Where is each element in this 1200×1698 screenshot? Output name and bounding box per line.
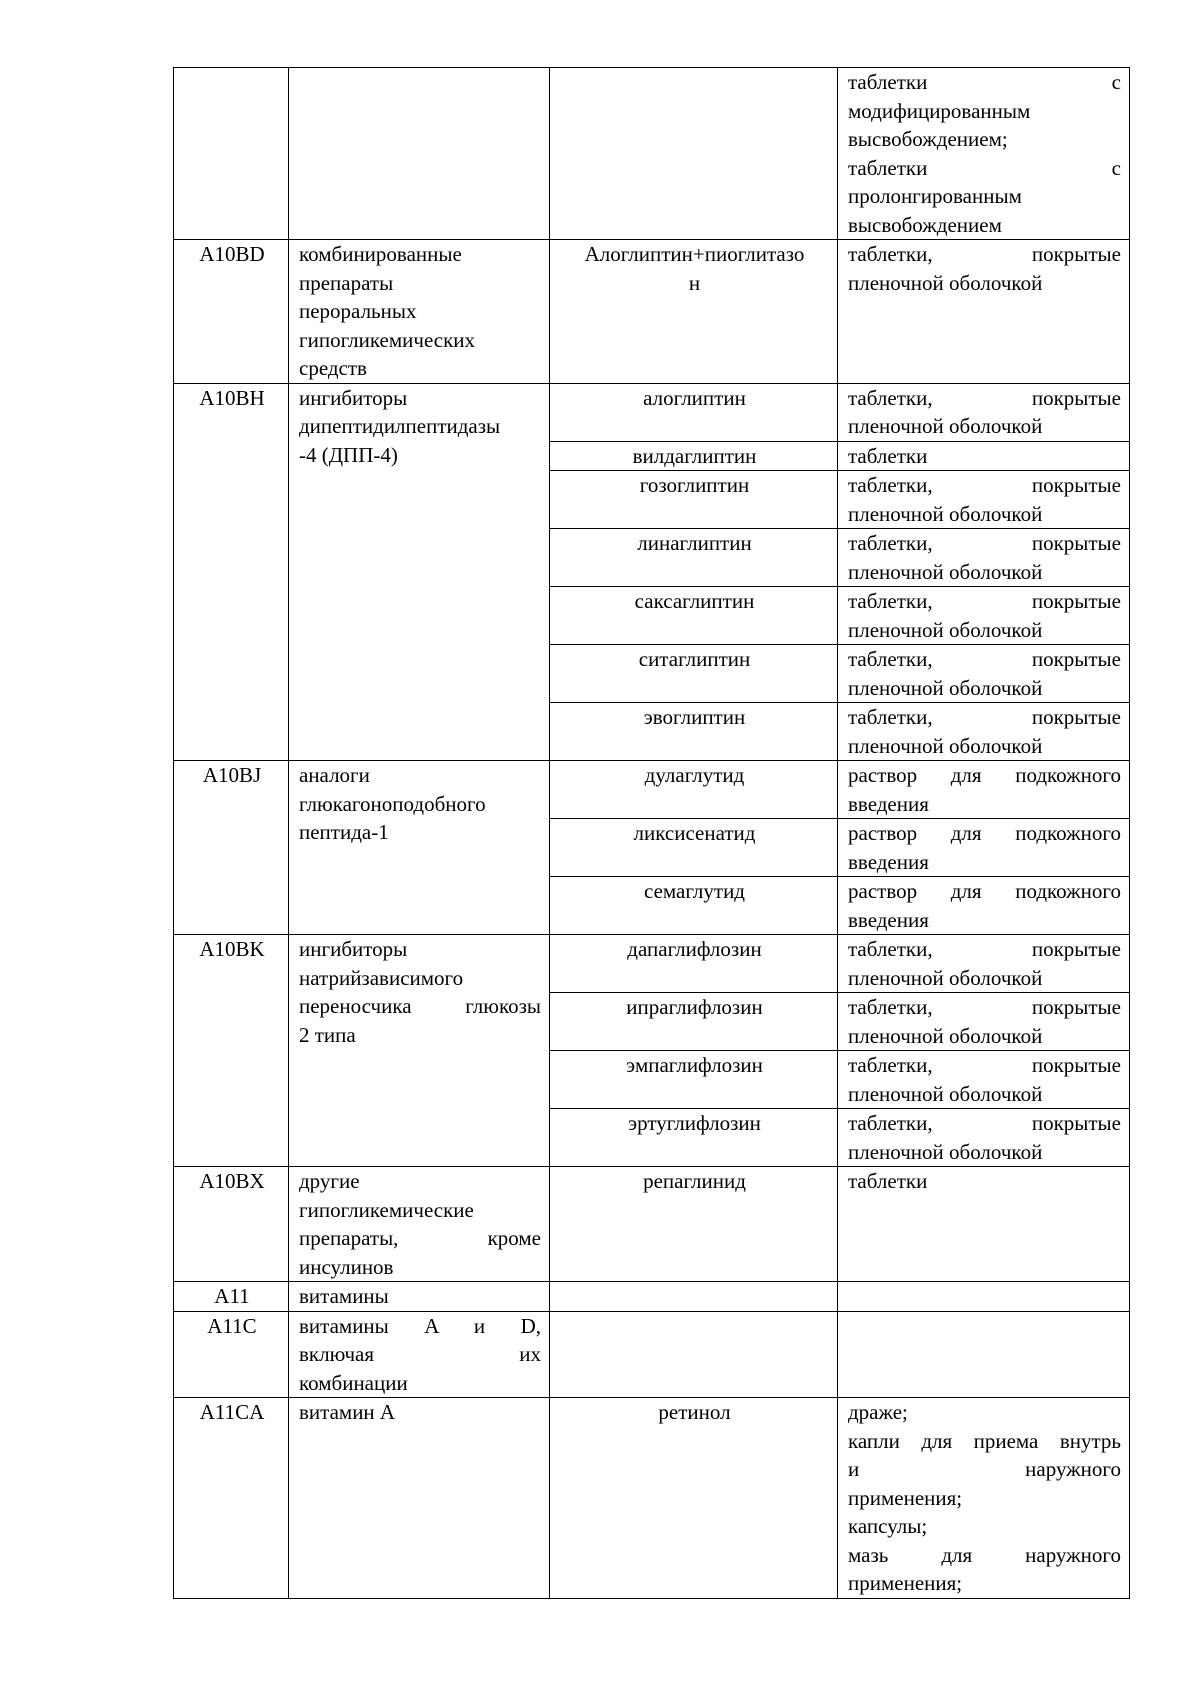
- dosage-form-line: таблетки: [848, 443, 928, 468]
- group-name-line: другие: [299, 1169, 360, 1193]
- group-name-line: витамины A и D,: [299, 1313, 541, 1338]
- dosage-form-cell: [838, 240, 1130, 384]
- atc-code-cell: A11: [174, 1282, 289, 1312]
- dosage-form-line: пленочной оболочкой: [848, 617, 1043, 642]
- table-row: [174, 1282, 1130, 1312]
- dosage-form-cell: [838, 1282, 1130, 1312]
- group-name-cell: [289, 1398, 550, 1599]
- group-name-line: переносчика глюкозы: [299, 994, 541, 1018]
- drug-name-cell: алоглиптин: [550, 383, 838, 441]
- table-row: [174, 761, 1130, 819]
- dosage-form-cell: [838, 877, 1130, 935]
- table-row: [174, 240, 1130, 384]
- dosage-form-cell: [838, 1109, 1130, 1167]
- dosage-form-line: раствор для подкожного: [848, 763, 1121, 787]
- dosage-form-line: таблетки с: [848, 155, 1121, 180]
- dosage-form-line: введения: [848, 791, 929, 816]
- table-body: [174, 68, 1130, 1599]
- dosage-form-cell: [838, 645, 1130, 703]
- dosage-form-line: пленочной оболочкой: [848, 270, 1043, 295]
- drug-name-cell: саксаглиптин: [550, 587, 838, 645]
- dosage-form-line: пленочной оболочкой: [848, 501, 1043, 526]
- drug-classification-table: [173, 67, 1130, 1599]
- dosage-form-cell: [838, 1051, 1130, 1109]
- dosage-form-line: таблетки, покрытые: [848, 473, 1121, 497]
- group-name-line: пероральных: [299, 299, 417, 323]
- group-name-cell: [289, 1282, 550, 1312]
- drug-name-cell: [550, 240, 838, 384]
- drug-name-cell: гозоглиптин: [550, 471, 838, 529]
- group-name-line: средств: [299, 356, 367, 380]
- group-name-cell: [289, 1311, 550, 1398]
- group-name-line: витамины: [299, 1284, 389, 1308]
- atc-code-cell: [174, 68, 289, 240]
- dosage-form-line: таблетки: [848, 1169, 928, 1193]
- group-name-cell: [289, 68, 550, 240]
- drug-name-cell: эртуглифлозин: [550, 1109, 838, 1167]
- drug-name-cell: эвоглиптин: [550, 703, 838, 761]
- drug-name-cell: дапаглифлозин: [550, 935, 838, 993]
- dosage-form-line: таблетки, покрытые: [848, 995, 1121, 1019]
- group-name-line: -4 (ДПП-4): [299, 442, 398, 467]
- dosage-form-line: таблетки, покрытые: [848, 937, 1121, 961]
- dosage-form-line: применения;: [848, 1571, 963, 1595]
- group-name-cell: [289, 383, 550, 761]
- drug-name-line: н: [688, 270, 701, 295]
- dosage-form-line: введения: [848, 907, 929, 932]
- dosage-form-line: таблетки, покрытые: [848, 242, 1121, 266]
- dosage-form-line: таблетки, покрытые: [848, 1053, 1121, 1077]
- dosage-form-line: пролонгированным: [848, 184, 1022, 208]
- drug-name-cell: [550, 1282, 838, 1312]
- atc-code-cell: A10BJ: [174, 761, 289, 935]
- group-name-line: препараты, кроме: [299, 1226, 541, 1250]
- dosage-form-line: таблетки, покрытые: [848, 1111, 1121, 1135]
- group-name-line: витамин A: [299, 1400, 396, 1424]
- group-name-line: натрийзависимого: [299, 965, 464, 990]
- group-name-cell: [289, 1167, 550, 1282]
- atc-code-cell: A10BX: [174, 1167, 289, 1282]
- dosage-form-line: драже;: [848, 1400, 908, 1424]
- dosage-form-line: пленочной оболочкой: [848, 675, 1043, 700]
- drug-name-cell: ликсисенатид: [550, 819, 838, 877]
- table-row: [174, 1398, 1130, 1599]
- drug-name-cell: [550, 1167, 838, 1282]
- drug-name-line: репаглинид: [643, 1169, 746, 1193]
- dosage-form-line: введения: [848, 849, 929, 874]
- atc-code-cell: A11C: [174, 1311, 289, 1398]
- group-name-line: препараты: [299, 270, 394, 295]
- group-name-line: 2 типа: [299, 1022, 356, 1047]
- drug-name-cell: [550, 1311, 838, 1398]
- dosage-form-line: модифицированным: [848, 98, 1031, 123]
- drug-name-cell: вилдаглиптин: [550, 441, 838, 471]
- dosage-form-cell: [838, 68, 1130, 240]
- group-name-cell: [289, 240, 550, 384]
- dosage-form-line: и наружного: [848, 1457, 1121, 1481]
- drug-name-cell: линаглиптин: [550, 529, 838, 587]
- group-name-line: комбинированные: [299, 242, 462, 266]
- dosage-form-cell: [838, 703, 1130, 761]
- dosage-form-line: таблетки, покрытые: [848, 705, 1121, 729]
- dosage-form-line: таблетки, покрытые: [848, 531, 1121, 555]
- group-name-line: инсулинов: [299, 1254, 394, 1279]
- atc-code-cell: A10BD: [174, 240, 289, 384]
- group-name-line: пептида-1: [299, 820, 389, 844]
- group-name-cell: [289, 935, 550, 1167]
- atc-code-cell: A10BK: [174, 935, 289, 1167]
- drug-name-cell: ипраглифлозин: [550, 993, 838, 1051]
- group-name-line: включая их: [299, 1342, 541, 1366]
- dosage-form-line: высвобождением: [848, 212, 1002, 237]
- table-row: [174, 383, 1130, 441]
- drug-name-line: Алоглиптин+пиоглитазо: [584, 242, 805, 266]
- dosage-form-cell: [838, 587, 1130, 645]
- group-name-line: гипогликемических: [299, 327, 476, 352]
- dosage-form-cell: [838, 383, 1130, 441]
- dosage-form-cell: [838, 761, 1130, 819]
- group-name-line: ингибиторы: [299, 937, 408, 961]
- dosage-form-line: капсулы;: [848, 1514, 928, 1538]
- dosage-form-line: таблетки, покрытые: [848, 385, 1121, 410]
- group-name-line: комбинации: [299, 1370, 408, 1395]
- drug-name-cell: эмпаглифлозин: [550, 1051, 838, 1109]
- drug-name-line: ретинол: [658, 1400, 731, 1424]
- dosage-form-line: раствор для подкожного: [848, 821, 1121, 845]
- drug-name-cell: [550, 68, 838, 240]
- dosage-form-cell: [838, 1311, 1130, 1398]
- group-name-line: ингибиторы: [299, 385, 408, 410]
- drug-name-cell: ситаглиптин: [550, 645, 838, 703]
- group-name-cell: [289, 761, 550, 935]
- dosage-form-line: пленочной оболочкой: [848, 559, 1043, 584]
- table-row: [174, 68, 1130, 240]
- drug-name-cell: семаглутид: [550, 877, 838, 935]
- drug-name-cell: [550, 1398, 838, 1599]
- dosage-form-line: пленочной оболочкой: [848, 1023, 1043, 1048]
- dosage-form-line: раствор для подкожного: [848, 879, 1121, 903]
- drug-name-cell: дулаглутид: [550, 761, 838, 819]
- dosage-form-cell: [838, 1398, 1130, 1599]
- dosage-form-cell: [838, 993, 1130, 1051]
- dosage-form-cell: [838, 935, 1130, 993]
- dosage-form-cell: [838, 471, 1130, 529]
- atc-code-cell: A11CA: [174, 1398, 289, 1599]
- dosage-form-line: пленочной оболочкой: [848, 1081, 1043, 1106]
- dosage-form-cell: [838, 441, 1130, 471]
- table-row: [174, 1167, 1130, 1282]
- dosage-form-line: пленочной оболочкой: [848, 733, 1043, 758]
- dosage-form-line: пленочной оболочкой: [848, 414, 1043, 438]
- group-name-line: глюкагоноподобного: [299, 791, 486, 816]
- table-row: [174, 1311, 1130, 1398]
- dosage-form-line: пленочной оболочкой: [848, 1139, 1043, 1164]
- table-row: [174, 935, 1130, 993]
- dosage-form-line: мазь для наружного: [848, 1542, 1121, 1567]
- atc-code-cell: A10BH: [174, 383, 289, 761]
- dosage-form-cell: [838, 819, 1130, 877]
- dosage-form-line: пленочной оболочкой: [848, 965, 1043, 990]
- dosage-form-line: высвобождением;: [848, 127, 1008, 151]
- dosage-form-cell: [838, 529, 1130, 587]
- dosage-form-line: таблетки, покрытые: [848, 647, 1121, 671]
- dosage-form-line: применения;: [848, 1485, 963, 1510]
- dosage-form-cell: [838, 1167, 1130, 1282]
- dosage-form-line: капли для приема внутрь: [848, 1428, 1121, 1453]
- group-name-line: гипогликемические: [299, 1197, 474, 1222]
- group-name-line: дипептидилпептидазы: [299, 414, 501, 438]
- dosage-form-line: таблетки, покрытые: [848, 589, 1121, 613]
- dosage-form-line: таблетки с: [848, 70, 1121, 94]
- group-name-line: аналоги: [299, 763, 370, 787]
